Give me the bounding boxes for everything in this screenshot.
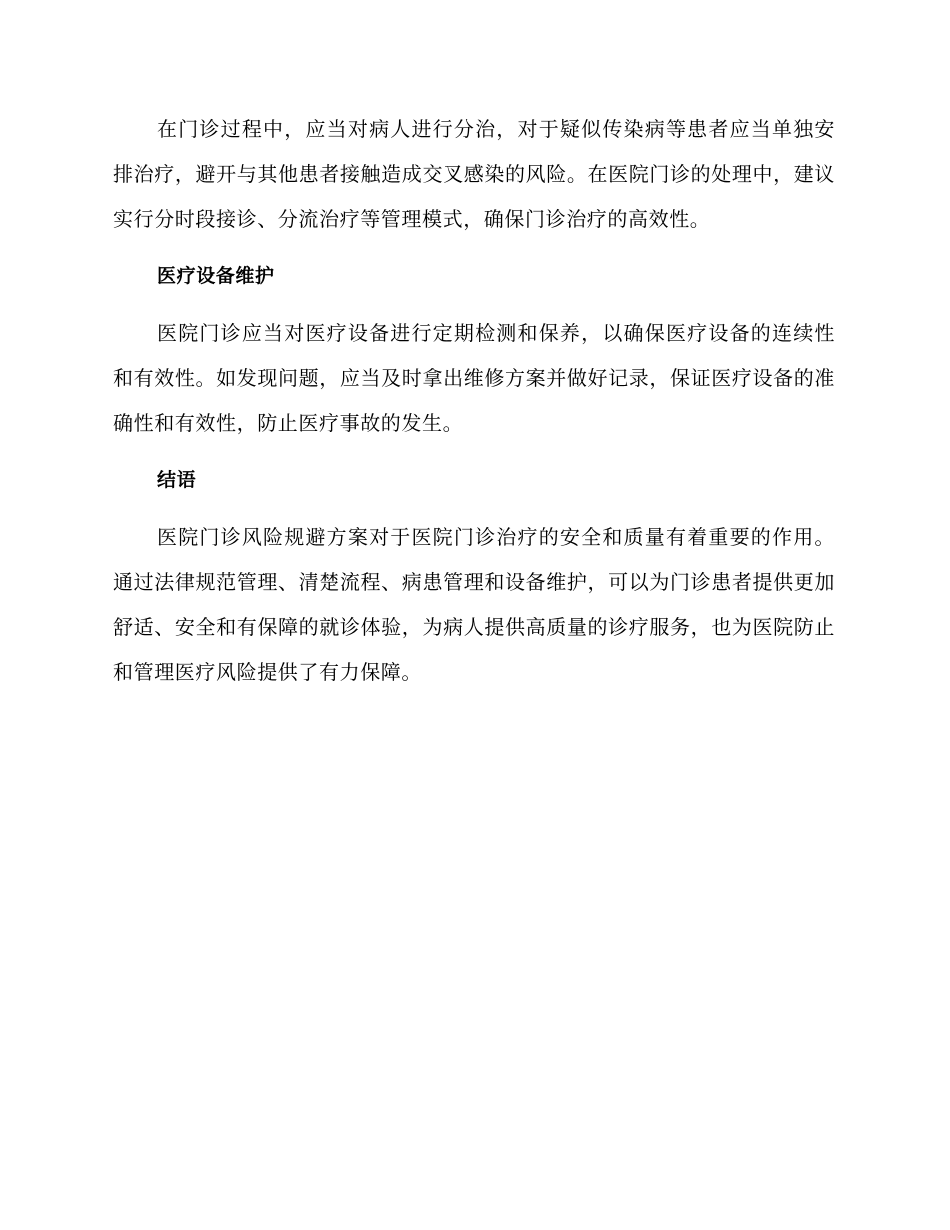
section-heading-conclusion: 结语 bbox=[157, 469, 197, 491]
paragraph-gap bbox=[113, 299, 835, 311]
document-body bbox=[113, 107, 835, 695]
paragraph-gap bbox=[113, 503, 835, 515]
paragraph-outpatient-triage: 在门诊过程中，应当对病人进行分治，对于疑似传染病等患者应当单独安排治疗，避开与其他患者接触造成交叉感染的风险。在医院门诊的处理中，建议实行分时段接诊、分流治疗等管理模式，确保门诊治疗的高效性。 bbox=[113, 117, 835, 231]
paragraph-gap bbox=[113, 446, 835, 458]
paragraph-gap bbox=[113, 242, 835, 254]
section-heading-equipment: 医疗设备维护 bbox=[157, 265, 275, 287]
paragraph-conclusion: 医院门诊风险规避方案对于医院门诊治疗的安全和质量有着重要的作用。通过法律规范管理、清楚流程、病患管理和设备维护，可以为门诊患者提供更加舒适、安全和有保障的就诊体验，为病人提供高质量的诊疗服务，也为医院防止和管理医疗风险提供了有力保障。 bbox=[113, 525, 835, 684]
paragraph-equipment-maintenance: 医院门诊应当对医疗设备进行定期检测和保养，以确保医疗设备的连续性和有效性。如发现问题，应当及时拿出维修方案并做好记录，保证医疗设备的准确性和有效性，防止医疗事故的发生。 bbox=[113, 321, 835, 435]
